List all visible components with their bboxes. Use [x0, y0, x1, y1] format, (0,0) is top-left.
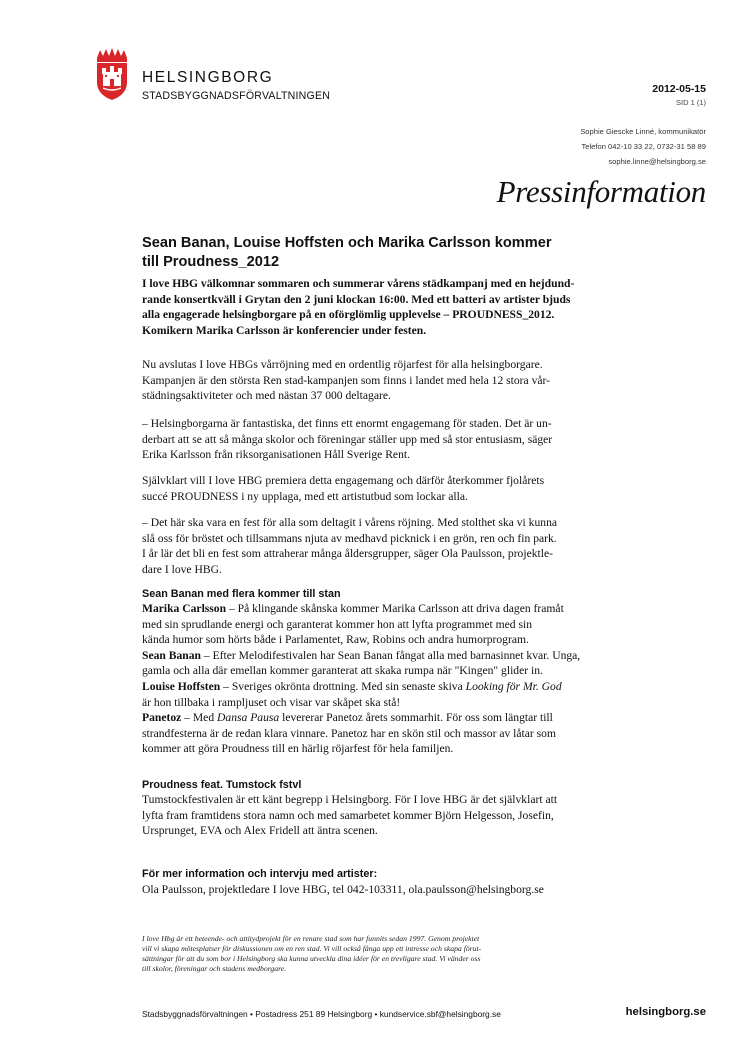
- paragraph-line: Erika Karlsson från riksorganisationen Håll Sverige Rent.: [142, 448, 410, 462]
- paragraph-line: med sin sprudlande energi och garanterat kommer hon att lyfta programmet med sin: [142, 617, 532, 631]
- document-date: 2012-05-15: [652, 83, 706, 95]
- footer-note: [142, 934, 612, 974]
- article-lead: [142, 276, 612, 338]
- headline-line: Sean Banan, Louise Hoffsten och Marika Carlsson kommer: [142, 235, 552, 251]
- paragraph-line: Nu avslutas I love HBGs vårröjning med en ordentlig röjarfest för alla helsingborgare.: [142, 358, 543, 371]
- paragraph-line: succé PROUDNESS i ny upplaga, med ett artistutbud som lockar alla.: [142, 489, 468, 503]
- info-heading: För mer information och intervju med artister:: [142, 868, 378, 880]
- lead-line: alla engagerade helsingborgare på en oförglömlig upplevelse – PROUDNESS_2012.: [142, 308, 555, 322]
- paragraph-line: dare I love HBG.: [142, 562, 222, 576]
- section-heading: Proudness feat. Tumstock fstvl: [142, 779, 302, 791]
- paragraph-line: Självklart vill I love HBG premiera detta engagemang och därför återkommer fjolårets: [142, 474, 545, 487]
- info-contact: Ola Paulsson, projektledare I love HBG, tel 042-103311, ola.paulsson@helsingborg.se: [142, 883, 544, 896]
- paragraph-line: städningsaktiviteter och med nästan 37 000 deltagare.: [142, 389, 391, 403]
- note-line: sättningar för att du som bor i Helsingborg ska kunna utveckla dina idéer för en trevligare stad. Vi vänder oss: [142, 954, 481, 963]
- artist-entry-panetoz: Panetoz – Med Dansa Pausa levererar Panetoz årets sommarhit. För oss som längtar till: [142, 711, 553, 725]
- artist-name: Louise Hoffsten: [142, 679, 221, 693]
- footer-website[interactable]: helsingborg.se: [625, 1006, 706, 1018]
- paragraph-line: lyfta fram framtidens stora namn och med samarbetet kommer Björn Helgesson, Josefin,: [142, 808, 554, 822]
- artist-name: Sean Banan: [142, 648, 201, 662]
- paragraph-line: Tumstockfestivalen är ett känt begrepp i Helsingborg. För I love HBG är det självklart att: [142, 793, 558, 806]
- paragraph-line: gamla och alla där emellan kommer garanterat att skaka rumpa när "Kingen" glider in.: [142, 664, 543, 678]
- headline-line: till Proudness_2012: [142, 253, 280, 270]
- paragraph-line: slå oss för bröstet och tillsammans njuta av medhavd picknick i en grön, ren och fin park.: [142, 531, 557, 545]
- contact-name: Sophie Giescke Linné, kommunikatör: [580, 127, 706, 136]
- artist-list: [142, 601, 612, 757]
- artist-entry-louise: Louise Hoffsten – Sveriges okrönta drottning. Med sin senaste skiva Looking för Mr. God: [142, 679, 562, 693]
- artist-entry-marika: Marika Carlsson – På klingande skånska kommer Marika Carlsson att driva dagen framåt: [142, 602, 564, 615]
- section-heading: Sean Banan med flera kommer till stan: [142, 588, 341, 600]
- article-paragraph: [142, 473, 612, 504]
- paragraph-line: Kampanjen är den största Ren stad-kampanjen som finns i landet med hela 12 stora vår-: [142, 373, 551, 387]
- contact-email: sophie.linne@helsingborg.se: [608, 157, 706, 166]
- contact-phone: Telefon 042-10 33 22, 0732-31 58 89: [581, 142, 706, 151]
- org-name: HELSINGBORG: [142, 69, 274, 86]
- document-type-title: Pressinformation: [496, 174, 706, 209]
- album-title: Looking för Mr. God: [465, 679, 562, 693]
- lead-line: rande konsertkväll i Grytan den 2 juni klockan 16:00. Med ett batteri av artister bjuds: [142, 292, 571, 306]
- article-headline: [142, 234, 612, 271]
- paragraph-line: kända humor som hörts både i Parlamentet, Raw, Robins och andra humorprogram.: [142, 633, 529, 647]
- note-line: vill vi skapa mötesplatser för diskussionen om en ren stad. Vi vill också fånga upp ett intresse och skapa förut-: [142, 944, 482, 953]
- artist-name: Panetoz: [142, 711, 182, 725]
- article-paragraph: [142, 357, 612, 404]
- paragraph-line: Ursprunget, EVA och Alex Fridell att äntra scenen.: [142, 824, 378, 838]
- paragraph-line: I år lär det bli en fest som attraherar många åldersgrupper, säger Ola Paulsson, projektle-: [142, 547, 553, 561]
- paragraph-line: strandfesterna är de redan klara vinnare. Panetoz har en skön stil och massor av låtar som: [142, 726, 557, 740]
- artist-entry-sean: Sean Banan – Efter Melodifestivalen har Sean Banan fångat alla med barnasinnet kvar. Unga,: [142, 648, 581, 662]
- article-paragraph: [142, 416, 612, 463]
- note-line: I love Hbg är ett beteende- och attitydprojekt för en renare stad som har funnits sedan 1997. Genom projektet: [142, 934, 480, 943]
- lead-line: Komikern Marika Carlsson är konferencier under festen.: [142, 323, 427, 337]
- page-number: SID 1 (1): [675, 98, 706, 107]
- helsingborg-coat-of-arms-logo: [94, 48, 130, 100]
- paragraph-line: kommer att göra Proudness till en härlig röjarfest för hela familjen.: [142, 742, 454, 756]
- article-paragraph: [142, 515, 612, 577]
- paragraph-line: derbart att se att så många skolor och föreningar ställer upp med så stor entusiasm, säger: [142, 432, 553, 446]
- artist-name: Marika Carlsson: [142, 602, 227, 615]
- song-title: Dansa Pausa: [217, 711, 280, 725]
- article-paragraph: [142, 792, 612, 839]
- org-department: STADSBYGGNADSFÖRVALTNINGEN: [142, 90, 331, 102]
- paragraph-line: – Helsingborgarna är fantastiska, det finns ett enormt engagemang för staden. Det är un-: [142, 417, 552, 430]
- lead-line: I love HBG välkomnar sommaren och summerar vårens städkampanj med en hejdund-: [142, 277, 575, 290]
- note-line: till skolor, föreningar och stadens medborgare.: [142, 964, 287, 973]
- paragraph-line: – Det här ska vara en fest för alla som deltagit i vårens röjning. Med stolthet ska vi kunna: [142, 516, 558, 529]
- paragraph-line: är hon tillbaka i rampljuset och visar var skåpet ska stå!: [142, 695, 401, 709]
- footer-address: Stadsbyggnadsförvaltningen • Postadress 251 89 Helsingborg • kundservice.sbf@helsingborg.se: [142, 1009, 501, 1019]
